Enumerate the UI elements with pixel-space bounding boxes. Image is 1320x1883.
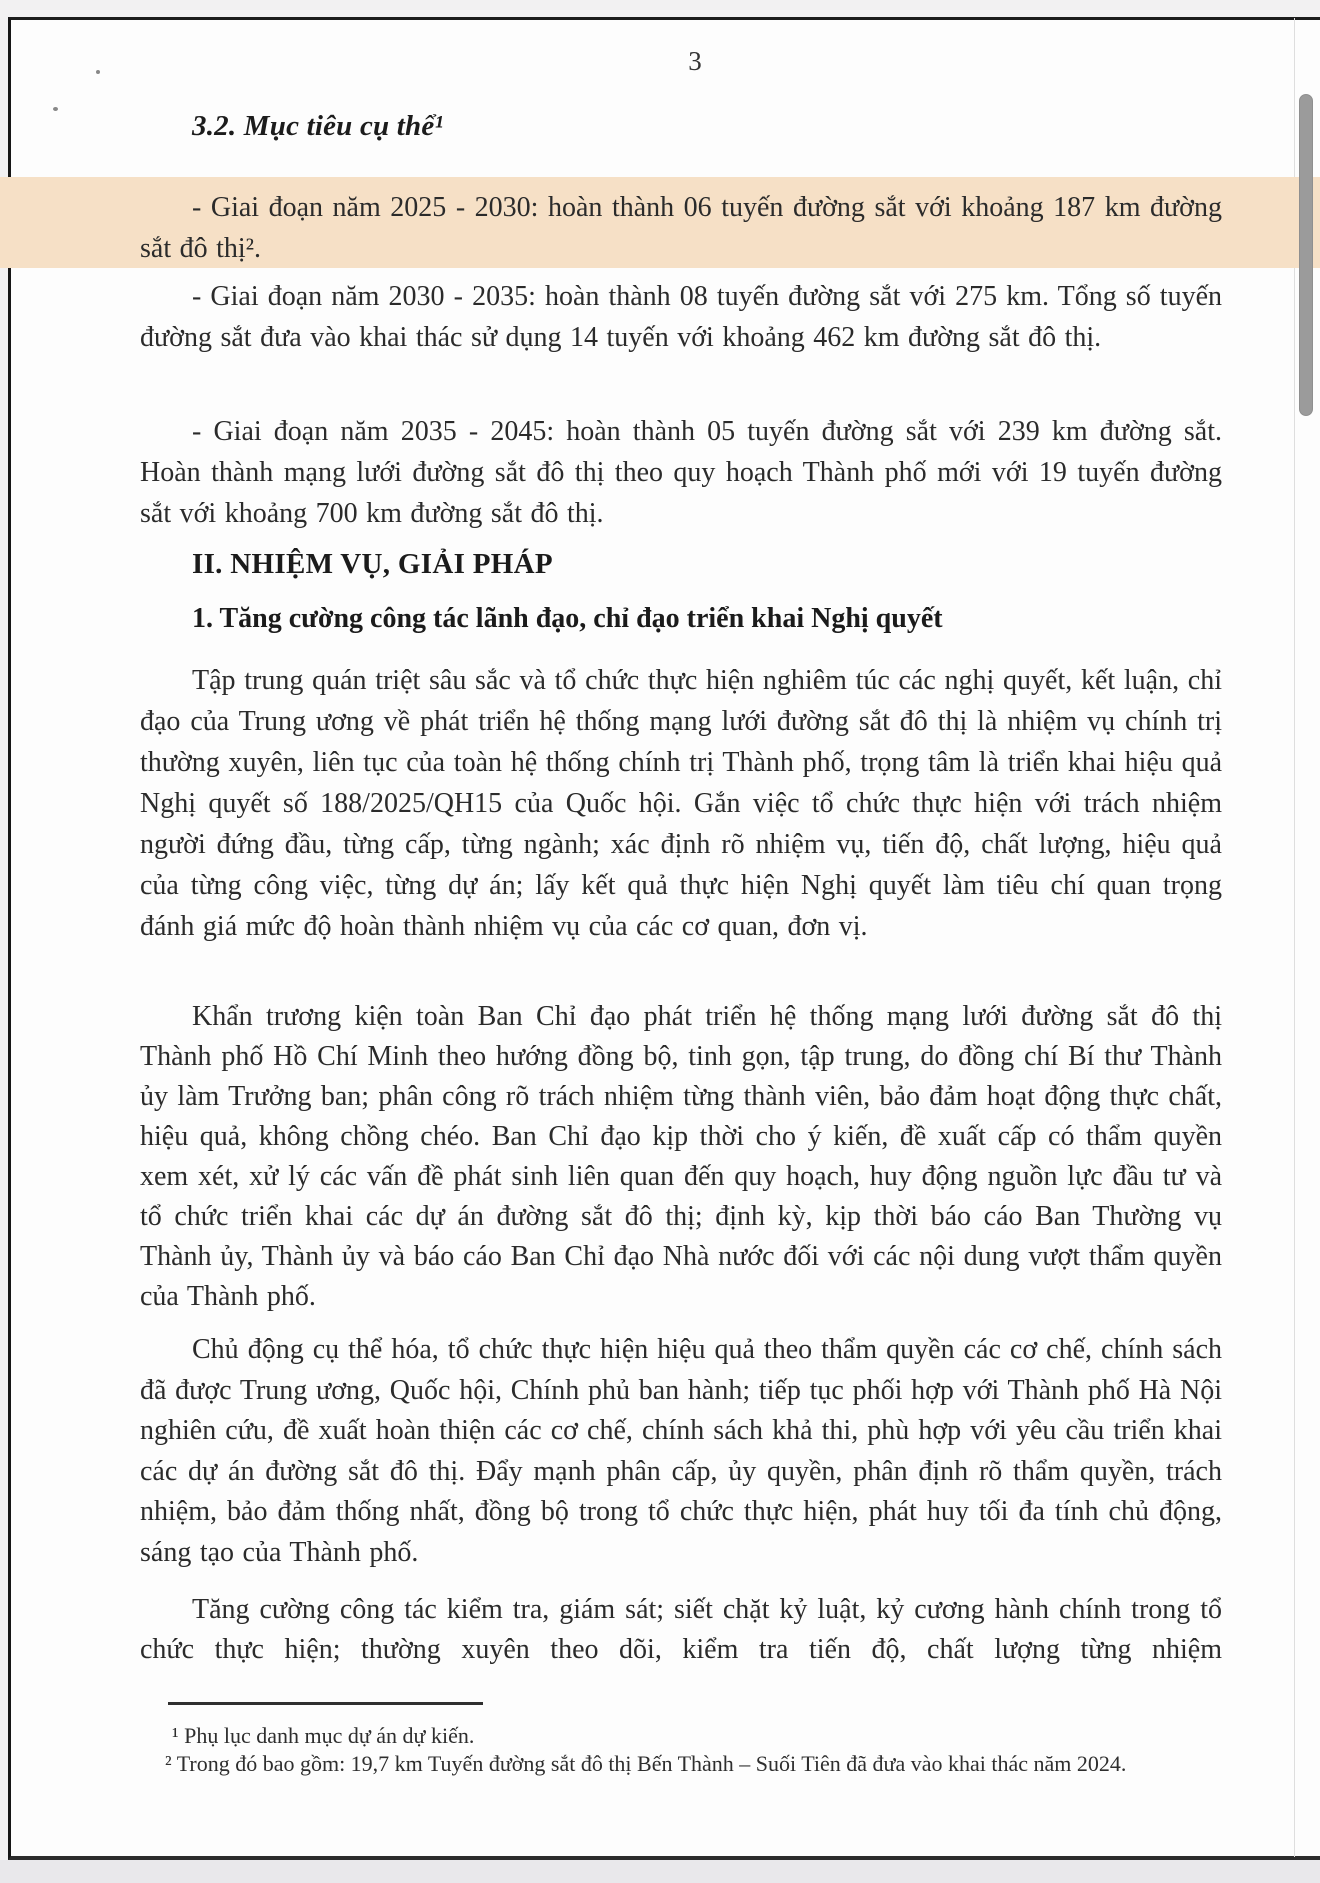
paragraph-phase-2030-2035: - Giai đoạn năm 2030 - 2035: hoàn thành 08 tuyến đường sắt với 275 km. Tổng số tuyến đường sắt đưa vào khai thác sử dụng 14 tuyến với khoảng 462 km đường sắt đô thị.	[140, 281, 1222, 353]
page-right-edge	[1294, 18, 1295, 1857]
subsection-heading: 1. Tăng cường công tác lãnh đạo, chỉ đạo triển khai Nghị quyết	[192, 603, 943, 634]
footnote-1: ¹ Phụ lục danh mục dự án dự kiến.	[172, 1723, 475, 1748]
page-number: 3	[688, 46, 702, 76]
paragraph-steering-committee: Khẩn trương kiện toàn Ban Chỉ đạo phát triển hệ thống mạng lưới đường sắt đô thị Thành phố Hồ Chí Minh theo hướng đồng bộ, tinh gọn, tập trung, do đồng chí Bí thư Thành ủy làm Trưởng ban; phân công rõ trách nhiệm từng thành viên, bảo đảm hoạt động thực chất, hiệu quả, không chồng chéo. Ban Chỉ đạo kịp thời cho ý kiến, đề xuất cấp có thẩm quyền xem xét, xử lý các vấn đề phát sinh liên quan đến quy hoạch, huy động nguồn lực đầu tư và tổ chức triển khai các dự án đường sắt đô thị; định kỳ, kịp thời báo cáo Ban Thường vụ Thành ủy, Thành ủy và báo cáo Ban Chỉ đạo Nhà nước đối với các nội dung vượt thẩm quyền của Thành phố.	[140, 1001, 1222, 1312]
section-heading: II. NHIỆM VỤ, GIẢI PHÁP	[192, 548, 553, 580]
scan-dust-speck	[53, 107, 58, 111]
footnote-2: ² Trong đó bao gồm: 19,7 km Tuyến đường sắt đô thị Bến Thành – Suối Tiên đã đưa vào khai thác năm 2024.	[165, 1751, 1127, 1776]
paragraph-inspection: Tăng cường công tác kiểm tra, giám sát; siết chặt kỷ luật, kỷ cương hành chính trong tổ chức thực hiện; thường xuyên theo dõi, kiểm tra tiến độ, chất lượng từng nhiệm	[140, 1594, 1222, 1665]
viewer-background	[0, 1860, 1320, 1883]
paragraph-leadership: Tập trung quán triệt sâu sắc và tổ chức thực hiện nghiêm túc các nghị quyết, kết luận, chỉ đạo của Trung ương về phát triển hệ thống mạng lưới đường sắt đô thị là nhiệm vụ chính trị thường xuyên, liên tục của toàn hệ thống chính trị Thành phố, trọng tâm là triển khai hiệu quả Nghị quyết số 188/2025/QH15 của Quốc hội. Gắn việc tổ chức thực hiện với trách nhiệm người đứng đầu, từng cấp, từng ngành; xác định rõ nhiệm vụ, tiến độ, chất lượng, hiệu quả của từng công việc, từng dự án; lấy kết quả thực hiện Nghị quyết làm tiêu chí quan trọng đánh giá mức độ hoàn thành nhiệm vụ của các cơ quan, đơn vị.	[140, 665, 1222, 942]
scrollbar-thumb[interactable]	[1299, 94, 1313, 416]
paragraph-phase-2035-2045: - Giai đoạn năm 2035 - 2045: hoàn thành 05 tuyến đường sắt với 239 km đường sắt. Hoàn thành mạng lưới đường sắt đô thị theo quy hoạch Thành phố mới với 19 tuyến đường sắt với khoảng 700 km đường sắt đô thị.	[140, 416, 1222, 529]
paragraph-mechanisms: Chủ động cụ thể hóa, tổ chức thực hiện hiệu quả theo thẩm quyền các cơ chế, chính sách đã được Trung ương, Quốc hội, Chính phủ ban hành; tiếp tục phối hợp với Thành phố Hà Nội nghiên cứu, đề xuất hoàn thiện các cơ chế, chính sách khả thi, phù hợp với yêu cầu triển khai các dự án đường sắt đô thị. Đẩy mạnh phân cấp, ủy quyền, phân định rõ thẩm quyền, trách nhiệm, bảo đảm thống nhất, đồng bộ trong tổ chức thực hiện, phát huy tối đa tính chủ động, sáng tạo của Thành phố.	[140, 1334, 1222, 1568]
footnote-separator	[168, 1702, 483, 1705]
paragraph-phase-2025-2030: - Giai đoạn năm 2025 - 2030: hoàn thành 06 tuyến đường sắt với khoảng 187 km đường sắt đô thị².	[140, 192, 1222, 264]
objectives-heading: 3.2. Mục tiêu cụ thể¹	[192, 110, 444, 142]
